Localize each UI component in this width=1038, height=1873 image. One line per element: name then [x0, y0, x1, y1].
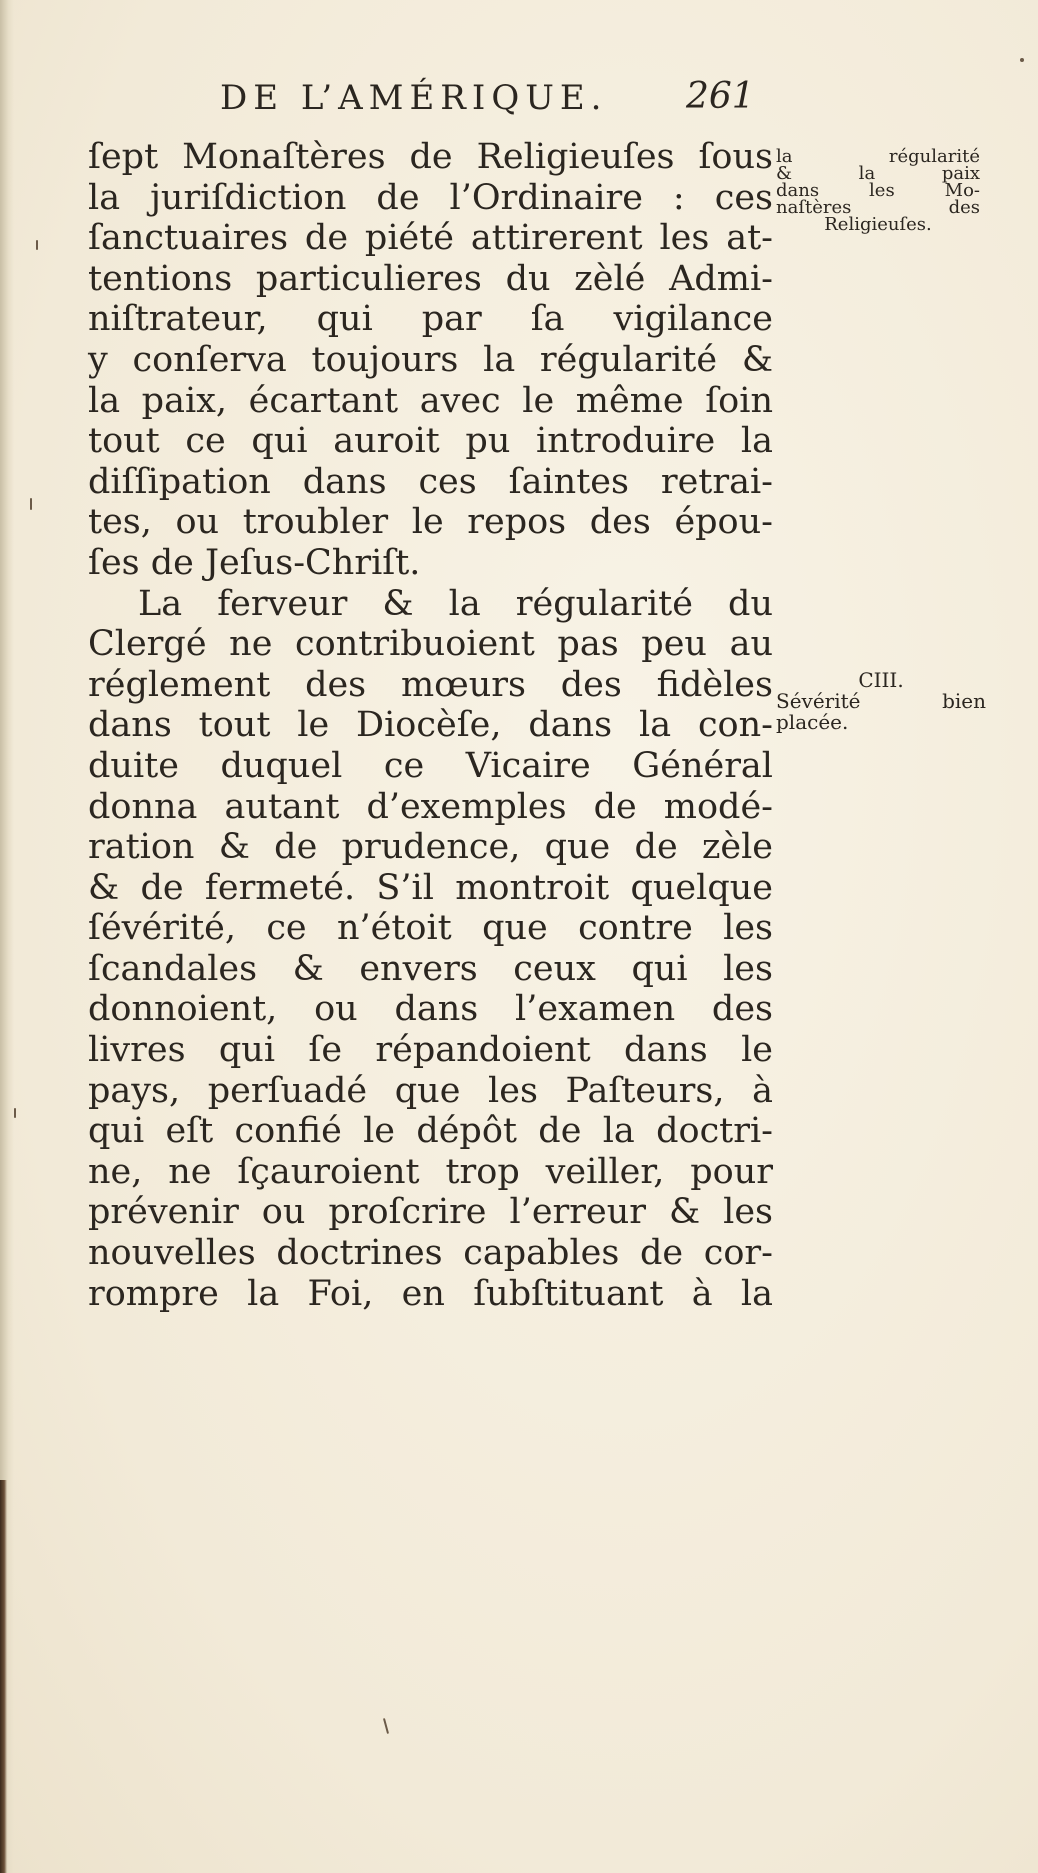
text-line-paragraph-start: La ferveur & la régularité du	[138, 583, 773, 624]
text-line: ſept Monaſtères de Religieuſes ſous	[88, 137, 773, 177]
margin-note-line: placée.	[776, 710, 849, 734]
paper-speck	[14, 1108, 16, 1118]
text-line: livres qui ſe répandoient dans le	[88, 1030, 773, 1071]
margin-note-line: Sévérité bien	[776, 689, 986, 713]
text-line: rompre la Foi, en ſubſtituant à la	[88, 1273, 773, 1314]
margin-note-line: Religieuſes.	[824, 214, 932, 235]
page-number: 261	[686, 76, 755, 117]
text-line: nouvelles doctrines capables de cor-	[88, 1233, 773, 1274]
text-line: ſanctuaires de piété attirerent les at-	[88, 218, 773, 259]
text-line: donnoient, ou dans l’examen des	[88, 989, 773, 1030]
page-edge-stain	[0, 1480, 7, 1873]
margin-note-line: naſtères des	[776, 197, 980, 218]
text-line: ne, ne ſçauroient trop veiller, pour	[88, 1151, 773, 1192]
text-line: tout ce qui auroit pu introduire la	[88, 421, 773, 462]
text-line: la paix, écartant avec le même ſoin	[88, 380, 773, 421]
paper-speck	[36, 240, 38, 250]
section-number: CIII.	[858, 668, 904, 692]
text-line: la juriſdiction de l’Ordinaire : ces	[88, 177, 773, 218]
margin-note-line: & la paix	[776, 163, 980, 184]
paper-speck	[30, 498, 32, 510]
running-head: DE L’AMÉRIQUE.	[220, 78, 608, 118]
text-line: ſes de Jeſus-Chriſt.	[88, 542, 421, 583]
text-line: niſtrateur, qui par ſa vigilance	[88, 299, 773, 340]
text-line: ſcandales & envers ceux qui les	[88, 948, 773, 989]
text-line: tes, ou troubler le repos des épou-	[88, 502, 773, 543]
text-line: Clergé ne contribuoient pas peu au	[88, 624, 773, 665]
text-line: diſſipation dans ces ſaintes retrai-	[88, 461, 773, 502]
page-header	[0, 78, 1038, 128]
body-text	[88, 137, 773, 1314]
text-line: duite duquel ce Vicaire Général	[88, 745, 773, 786]
text-line: dans tout le Diocèſe, dans la con-	[88, 705, 773, 746]
margin-note-line: la régularité	[776, 146, 980, 167]
text-line: prévenir ou proſcrire l’erreur & les	[88, 1192, 773, 1233]
margin-note-severity	[776, 670, 986, 733]
text-line: y conſerva toujours la régularité &	[88, 339, 773, 380]
text-line: pays, perſuadé que les Paſteurs, à	[88, 1070, 773, 1111]
text-line: ration & de prudence, que de zèle	[88, 827, 773, 868]
text-line: & de fermeté. S’il montroit quelque	[88, 867, 773, 908]
margin-note-line: dans les Mo-	[776, 180, 980, 201]
text-line: tentions particulieres du zèlé Admi-	[88, 258, 773, 299]
text-line: ſévérité, ce n’étoit que contre les	[88, 908, 773, 949]
paper-speck	[1020, 58, 1024, 62]
text-line: donna autant d’exemples de modé-	[88, 786, 773, 827]
margin-note-regularity	[776, 148, 980, 233]
paper-speck	[383, 1718, 389, 1734]
text-line: qui eſt confié le dépôt de la doctri-	[88, 1111, 773, 1152]
text-line: réglement des mœurs des fidèles	[88, 664, 773, 705]
